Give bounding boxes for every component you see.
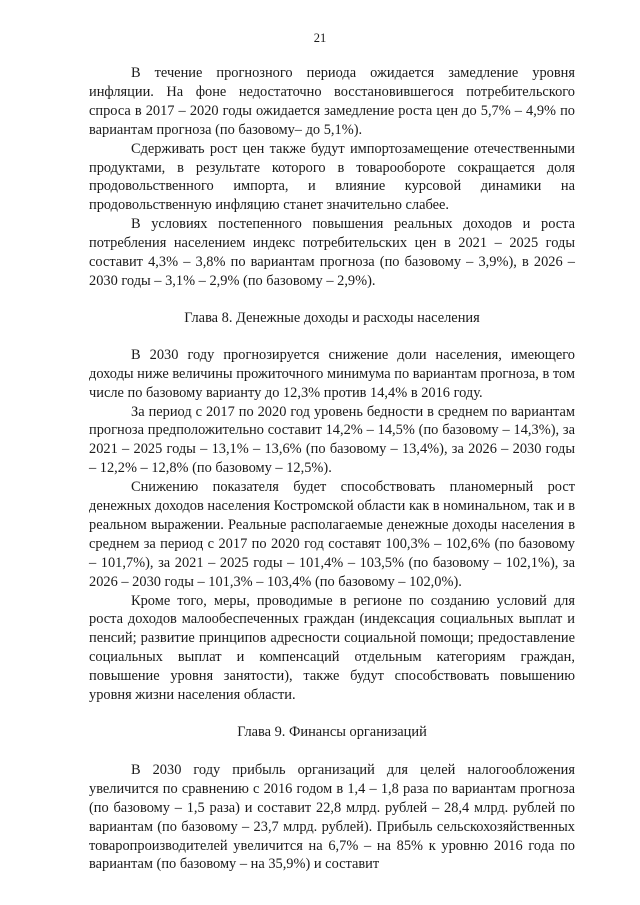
document-body — [89, 64, 575, 874]
paragraph-poverty-level: За период с 2017 по 2020 год уровень бедности в среднем по вариантам прогноза предположительно составит 14,2% – 14,5% (по базовому – 14,3%), за 2021 – 2025 годы – 13,1% – 13,6% (по базовому – 13,4%), за 2026 – 2030 годы – 12,2% – 12,8% (по базовому – 12,5%). — [89, 403, 575, 477]
chapter-8-heading: Глава 8. Денежные доходы и расходы населения — [184, 309, 480, 326]
paragraph-import-substitution: Сдерживать рост цен также будут импортозамещение отечественными продуктами, в результате которого в товарообороте сокращается доля продовольственного импорта, и влияние курсовой динамики на продовольственную инфляцию станет значительно слабее. — [89, 140, 575, 214]
paragraph-real-incomes: Снижению показателя будет способствовать планомерный рост денежных доходов населения Костромской области как в номинальном, так и в реальном выражении. Реальные располагаемые денежные доходы населения в среднем за период с 2017 по 2020 год составят 100,3% – 102,6% (по базовому – 101,7%), за 2021 – 2025 годы – 101,4% – 103,5% (по базовому – 102,1%), за 2026 – 2030 годы – 101,3% – 103,4% (по базовому – 102,0%). — [89, 479, 575, 590]
paragraph-social-measures: Кроме того, меры, проводимые в регионе по созданию условий для роста доходов малообеспеченных граждан (индексация социальных выплат и пенсий; развитие принципов адресности социальной помощи; предоставление социальных выплат и компенсаций отдельным категориям граждан, повышение уровня занятости), также будут способствовать повышению уровня жизни населения области. — [89, 592, 575, 704]
paragraph-inflation-slowdown: В течение прогнозного периода ожидается замедление уровня инфляции. На фоне недостаточно восстановившегося потребительского спроса в 2017 – 2020 годы ожидается замедление роста цен до 5,7% – 4,9% по вариантам прогноза (по базовому– до 5,1%). — [89, 65, 575, 138]
paragraph-organization-profit: В 2030 году прибыль организаций для целей налогообложения увеличится по сравнению с 2016 годом в 1,4 – 1,8 раза по вариантам прогноза (по базовому – 1,5 раза) и составит 22,8 млрд. рублей – 28,4 млрд. рублей по вариантам (по базовому – 23,7 млрд. рублей). Прибыль сельскохозяйственных товаропроизводителей увеличится на 6,7% – на 85% к уровню 2016 года по вариантам (по базовому – на 35,9%) и составит — [89, 761, 575, 873]
paragraph-consumer-price-index: В условиях постепенного повышения реальных доходов и роста потребления населением индекс потребительских цен в 2021 – 2025 годы составит 4,3% – 3,8% по вариантам прогноза (по базовому – 3,9%), в 2026 – 2030 годы – 3,1% – 2,9% (по базовому – 2,9%). — [89, 216, 575, 289]
page-number: 21 — [313, 31, 327, 45]
chapter-9-heading: Глава 9. Финансы организаций — [237, 724, 427, 740]
paragraph-poverty-share: В 2030 году прогнозируется снижение доли населения, имеющего доходы ниже величины прожиточного минимума по вариантам прогноза, в том числе по базовому варианту до 12,3% против 14,4% в 2016 году. — [89, 346, 575, 401]
